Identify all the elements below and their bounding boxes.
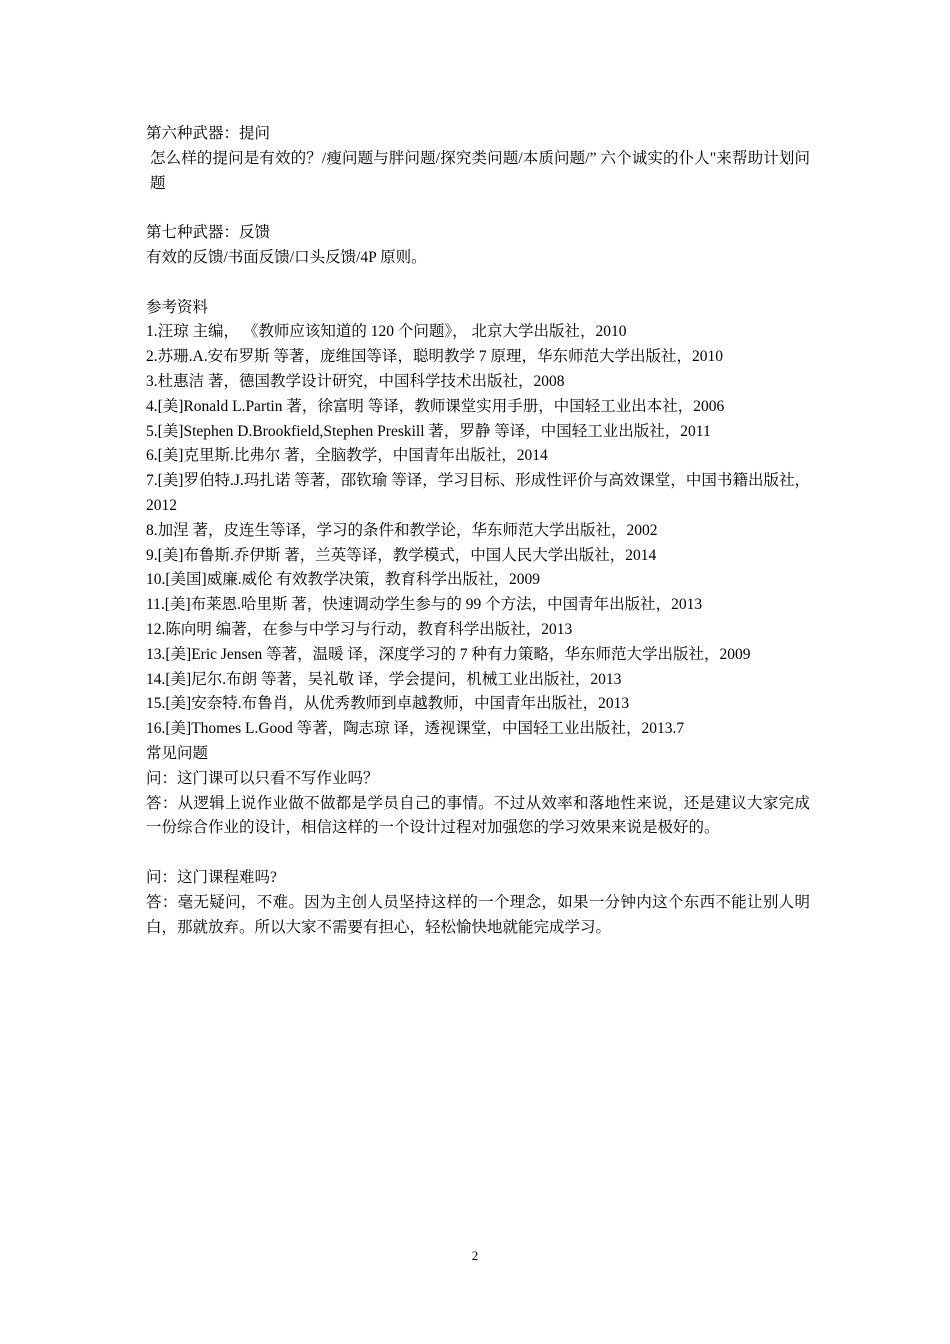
reference-item: 15.[美]安奈特.布鲁肖，从优秀教师到卓越教师，中国青年出版社，2013 [146,695,630,713]
section-heading-questioning: 第六种武器：提问 [146,125,271,142]
reference-item: 12.陈向明 编著，在参与中学习与行动，教育科学出版社，2013 [146,620,573,638]
faq-answer-1: 答：从逻辑上说作业做不做都是学员自己的事情。不过从效率和落地性来说，还是建议大家完成一份综合作业的设计，相信这样的一个设计过程对加强您的学习效果来说是极好的。 [146,794,810,837]
faq-question-2: 问：这门课程难吗? [146,868,277,886]
faq-heading: 常见问题 [146,744,209,762]
reference-item: 10.[美国]威廉.威伦 有效教学决策，教育科学出版社，2009 [146,571,540,589]
reference-item: 3.杜惠洁 著，德国教学设计研究，中国科学技术出版社，2008 [146,372,565,390]
reference-item: 13.[美]Eric Jensen 等著，温暖 译，深度学习的 7 种有力策略，华东师范大学出版社，2009 [146,645,751,663]
spacer [146,271,810,296]
reference-item: 16.[美]Thomes L.Good 等著，陶志琼 译，透视课堂，中国轻工业出版社，2013.7 [146,720,685,738]
references-heading: 参考资料 [146,298,209,316]
reference-item: 8.加涅 著，皮连生等译，学习的条件和教学论，华东师范大学出版社，2002 [146,521,658,539]
section-body-feedback: 有效的反馈/书面反馈/口头反馈/4P 原则。 [146,248,427,266]
reference-item: 4.[美]Ronald L.Partin 著，徐富明 等译，教师课堂实用手册，中国轻工业出本社，2006 [146,397,725,415]
reference-item: 11.[美]布莱恩.哈里斯 著，快速调动学生参与的 99 个方法，中国青年出版社，2013 [146,596,703,614]
spacer [146,196,810,221]
reference-item: 7.[美]罗伯特.J.玛扎诺 等著，邵钦瑜 等译，学习目标、形成性评价与高效课堂，中国书籍出版社，2012 [146,472,810,514]
faq-question-1: 问：这门课可以只看不写作业吗？ [146,769,379,787]
spacer [146,841,810,866]
reference-item: 9.[美]布鲁斯.乔伊斯 著，兰英等译，教学模式，中国人民大学出版社，2014 [146,546,657,564]
section-body-questioning: 怎么样的提问是有效的？/瘦问题与胖问题/探究类问题/本质问题/” 六个诚实的仆人"来帮助计划问题 [150,149,810,192]
reference-item: 1.汪琼 主编， 《教师应该知道的 120 个问题》， 北京大学出版社，2010 [146,323,627,341]
faq-answer-2: 答：毫无疑问，不难。因为主创人员坚持这样的一个理念，如果一分钟内这个东西不能让别人明白，那就放弃。所以大家不需要有担心，轻松愉快地就能完成学习。 [146,893,810,936]
page-number: 2 [471,1248,479,1263]
reference-item: 5.[美]Stephen D.Brookfield,Stephen Preskill 著，罗静 等译，中国轻工业出版社，2011 [146,422,711,440]
document-page [146,122,810,940]
reference-item: 14.[美]尼尔.布朗 等著，吴礼敬 译，学会提问，机械工业出版社，2013 [146,670,622,688]
reference-item: 6.[美]克里斯.比弗尔 著，全脑教学，中国青年出版社，2014 [146,447,548,465]
reference-item: 2.苏珊.A.安布罗斯 等著，庞维国等译，聪明教学 7 原理，华东师范大学出版社，2010 [146,348,723,366]
section-heading-feedback: 第七种武器：反馈 [146,224,271,242]
references-list [146,320,810,742]
